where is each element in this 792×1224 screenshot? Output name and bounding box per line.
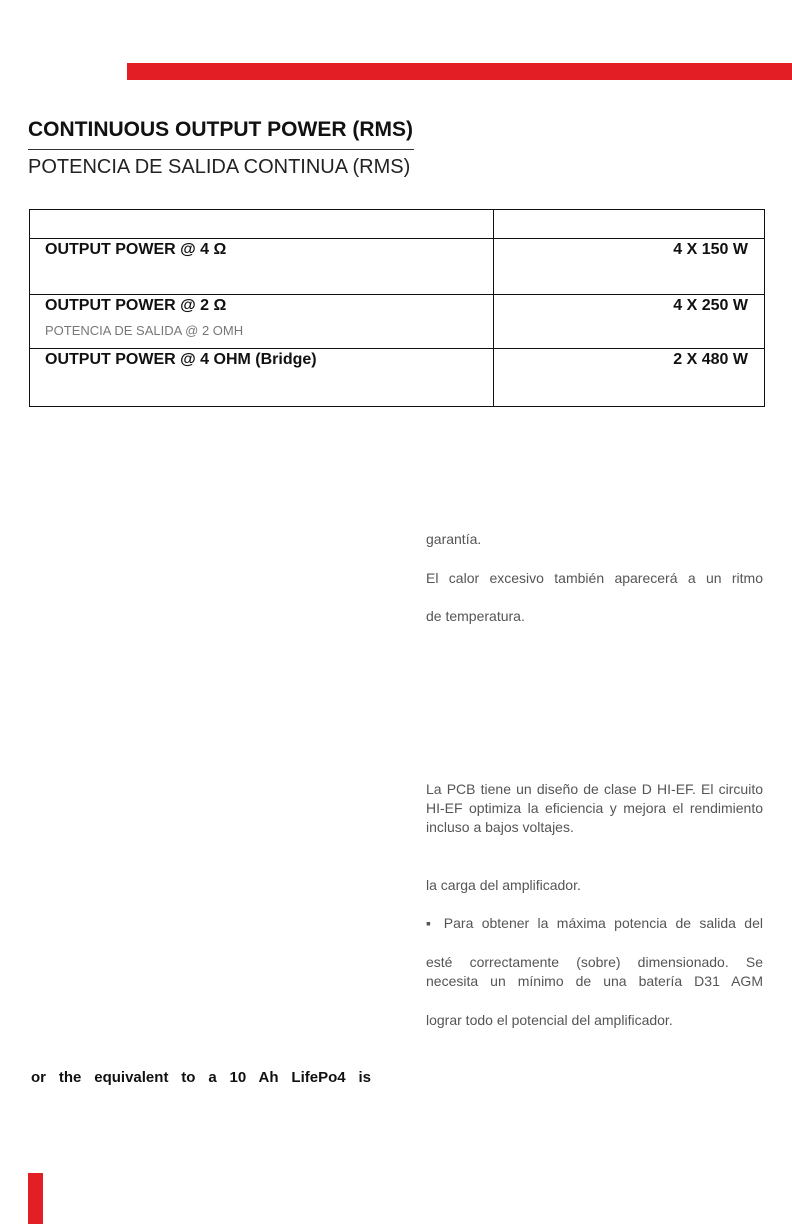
table-cell-value (494, 239, 765, 295)
table-header-row (30, 210, 765, 239)
header-accent-bar (127, 63, 792, 80)
paragraph-max-power: ▪ Para obtener la máxima potencia de salida del (426, 915, 763, 931)
paragraph-pcb-design: La PCB tiene un diseño de clase D HI-EF. El circuito HI-EF optimiza la eficiencia y mejora el rendimiento incluso a bajos voltajes. (426, 781, 763, 835)
paragraph-warranty: garantía. (426, 531, 482, 547)
paragraph-temperature: de temperatura. (426, 608, 525, 624)
table-cell-value (494, 295, 765, 349)
table-cell-value (494, 349, 765, 407)
table-cell-label (30, 239, 494, 295)
row-value: 2 X 480 W (673, 351, 748, 368)
table-header-cell-value (494, 210, 765, 239)
paragraph-english-battery: or the equivalent to a 10 Ah LifePo4 is (31, 1069, 371, 1086)
table-row (30, 295, 765, 349)
table-row (30, 239, 765, 295)
paragraph-amp-load: la carga del amplificador. (426, 877, 581, 893)
footer-accent-bar (28, 1173, 43, 1224)
row-sublabel: POTENCIA DE SALIDA @ 2 OMH (45, 323, 244, 338)
section-title-spanish: POTENCIA DE SALIDA CONTINUA (RMS) (28, 156, 411, 178)
title-underline (28, 149, 414, 150)
row-label: OUTPUT POWER @ 4 Ω (45, 241, 227, 258)
row-label: OUTPUT POWER @ 4 OHM (Bridge) (45, 351, 317, 368)
row-value: 4 X 150 W (673, 241, 748, 258)
table-header-cell-label (30, 210, 494, 239)
section-title-english: CONTINUOUS OUTPUT POWER (RMS) (28, 118, 413, 141)
paragraph-excess-heat: El calor excesivo también aparecerá a un ritmo (426, 570, 763, 586)
row-label: OUTPUT POWER @ 2 Ω (45, 297, 227, 314)
table-row (30, 349, 765, 407)
table-cell-label (30, 349, 494, 407)
output-power-table (29, 209, 765, 407)
table-cell-label (30, 295, 494, 349)
paragraph-battery-size: esté correctamente (sobre) dimensionado. Se necesita un mínimo de una batería D31 AGM (426, 954, 763, 989)
paragraph-full-potential: lograr todo el potencial del amplificador. (426, 1012, 673, 1028)
row-value: 4 X 250 W (673, 297, 748, 314)
